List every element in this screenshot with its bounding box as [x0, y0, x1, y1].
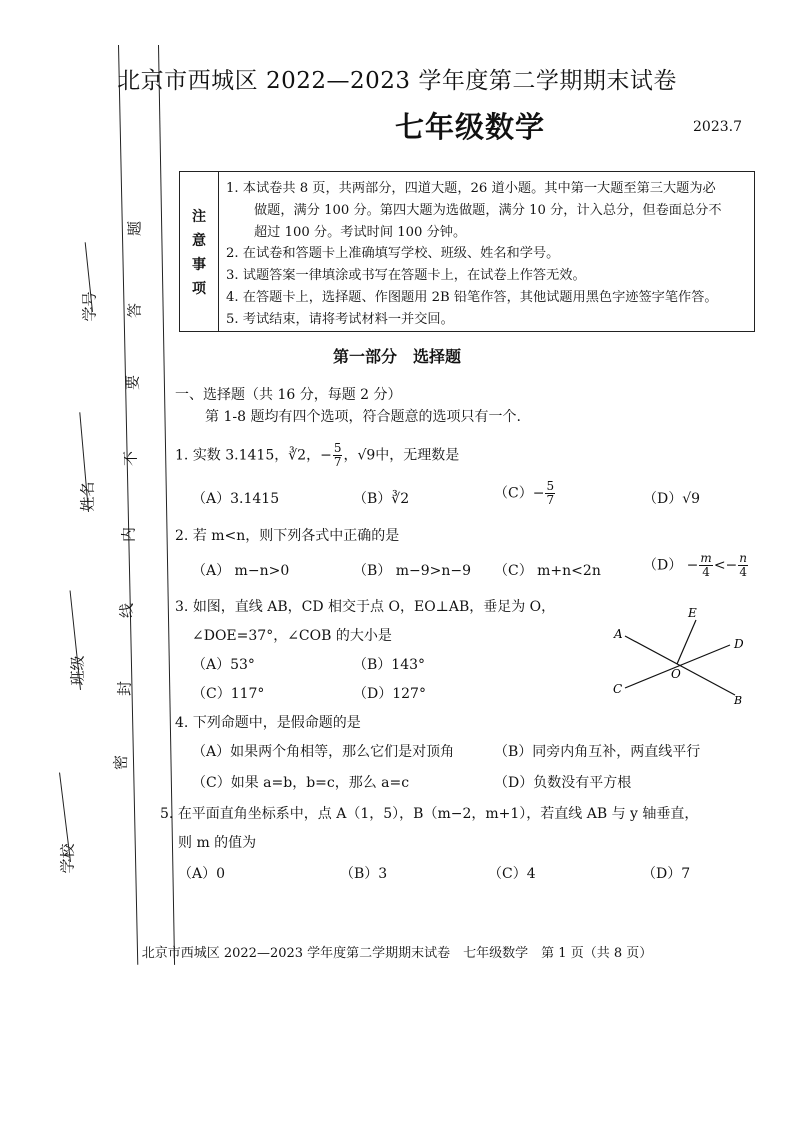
option-b: （B）同旁内角互补，两直线平行 [494, 744, 701, 760]
point-label: E [688, 606, 697, 620]
exam-date: 2023.7 [693, 119, 742, 135]
section-heading: 一、选择题（共 16 分，每题 2 分） [175, 387, 402, 403]
question-text: 若 m<n，则下列各式中正确的是 [192, 528, 400, 544]
question-text: 如图，直线 AB，CD 相交于点 O，EO⊥AB，垂足为 O， [192, 599, 556, 615]
seal-char: 线 [117, 603, 136, 619]
notice-item: 1. 本试卷共 8 页，共两部分，四道大题，26 道小题。其中第一大题至第三大题为必 [226, 181, 716, 196]
notice-heading-char: 注 [192, 209, 206, 225]
option-b: （B）∛2 [353, 491, 410, 507]
geometry-figure [600, 600, 770, 710]
question-text: 实数 3.1415， [192, 447, 289, 464]
notice-item: 4. 在答题卡上，选择题、作图题用 2B 铅笔作答，其他试题用黑色字迹签字笔作答。 [226, 289, 718, 305]
question-number: 5. [160, 806, 174, 822]
option-a: （A）0 [178, 866, 226, 882]
question-text: 在平面直角坐标系中，点 A（1，5），B（m−2，m+1），若直线 AB 与 y 轴垂直， [177, 806, 699, 822]
seal-char: 内 [119, 527, 138, 543]
page-footer: 北京市西城区 2022—2023 学年度第二学期期末试卷 七年级数学 第 1 页（共 8 页） [141, 946, 653, 961]
question-number: 1. [175, 447, 189, 464]
option-a: （A）3.1415 [192, 491, 280, 507]
question-3 [175, 596, 555, 616]
notice-box [179, 171, 755, 332]
seal-char: 要 [123, 375, 142, 391]
point-label: D [734, 637, 744, 651]
notice-item-continued: 做题，满分 100 分。第四大题为选做题，满分 10 分，计入总分，但卷面总分不 [254, 202, 722, 218]
option-a: （A）53° [192, 657, 255, 673]
option-c: （C）117° [192, 686, 265, 702]
question-5-line-2: 则 m 的值为 [178, 835, 257, 851]
seal-char: 不 [121, 451, 140, 467]
question-5 [160, 803, 698, 823]
notice-heading-char: 意 [192, 233, 206, 249]
option-b: （B） m−9>n−9 [353, 563, 472, 579]
part-heading: 第一部分 选择题 [332, 347, 461, 366]
option-c: （C）− $\frac{5}{7}$ [494, 479, 555, 507]
point-label: A [614, 627, 623, 641]
notice-item: 5. 考试结束，请将考试材料一并交回。 [226, 311, 454, 327]
question-1: 1. 实数 3.1415，∛2，− $\frac{5}{7}$ ，√9中，无理数是 [175, 441, 460, 469]
question-text: 下列命题中，是假命题的是 [192, 715, 361, 731]
notice-heading [180, 172, 219, 331]
notice-item-continued: 超过 100 分。考试时间 100 分钟。 [254, 224, 467, 240]
option-c: （C） m+n<2n [494, 563, 601, 579]
option-d: （D）√9 [643, 491, 701, 507]
question-text: 中，无理数是 [375, 447, 460, 464]
option-a: （A）如果两个角相等，那么它们是对顶角 [192, 744, 455, 760]
ray-oe [677, 620, 696, 664]
notice-list [226, 178, 750, 331]
option-a: （A） m−n>0 [192, 563, 290, 579]
label-student-id: 学号 [80, 291, 99, 322]
notice-heading-char: 项 [192, 281, 206, 297]
question-4 [175, 712, 361, 732]
option-d: （D）负数没有平方根 [494, 775, 632, 791]
option-b: （B）3 [340, 866, 388, 882]
fraction: $\frac{5}{7}$ [333, 441, 342, 469]
seal-char: 答 [125, 303, 144, 319]
label-school: 学校 [58, 843, 77, 874]
section-note: 第 1-8 题均有四个选项，符合题意的选项只有一个. [205, 409, 521, 425]
seal-char: 封 [115, 681, 134, 697]
sqrt-term: √9 [357, 447, 376, 464]
option-d: （D） − $\frac{m}{4}$ <− $\frac{n}{4}$ [643, 551, 748, 579]
option-c: （C）如果 a=b，b=c，那么 a=c [192, 775, 410, 791]
question-number: 2. [175, 528, 189, 544]
question-number: 4. [175, 715, 189, 731]
notice-item: 3. 试题答案一律填涂或书写在答题卡上，在试卷上作答无效。 [226, 268, 586, 284]
subject-title: 七年级数学 [395, 110, 546, 144]
question-2 [175, 525, 399, 545]
point-label: C [613, 682, 623, 696]
cube-root-term: ∛2 [288, 447, 307, 464]
point-label: B [734, 694, 743, 707]
binding-line-inner [158, 45, 175, 965]
label-name: 姓名 [78, 481, 97, 512]
label-class: 班级 [68, 655, 87, 686]
seal-char: 密 [111, 755, 130, 771]
option-d: （D）7 [642, 866, 691, 882]
point-label: O [671, 667, 681, 681]
notice-heading-char: 事 [192, 257, 206, 273]
question-3-line-2: ∠DOE=37°，∠COB 的大小是 [192, 628, 392, 644]
option-b: （B）143° [353, 657, 426, 673]
notice-item: 2. 在试卷和答题卡上准确填写学校、班级、姓名和学号。 [226, 246, 560, 262]
option-c: （C）4 [488, 866, 536, 882]
option-d: （D）127° [353, 686, 426, 702]
exam-title: 北京市西城区 2022—2023 学年度第二学期期末试卷 [117, 68, 677, 94]
binding-line-outer [118, 45, 138, 965]
question-number: 3. [175, 599, 189, 615]
seal-char: 题 [125, 221, 144, 237]
